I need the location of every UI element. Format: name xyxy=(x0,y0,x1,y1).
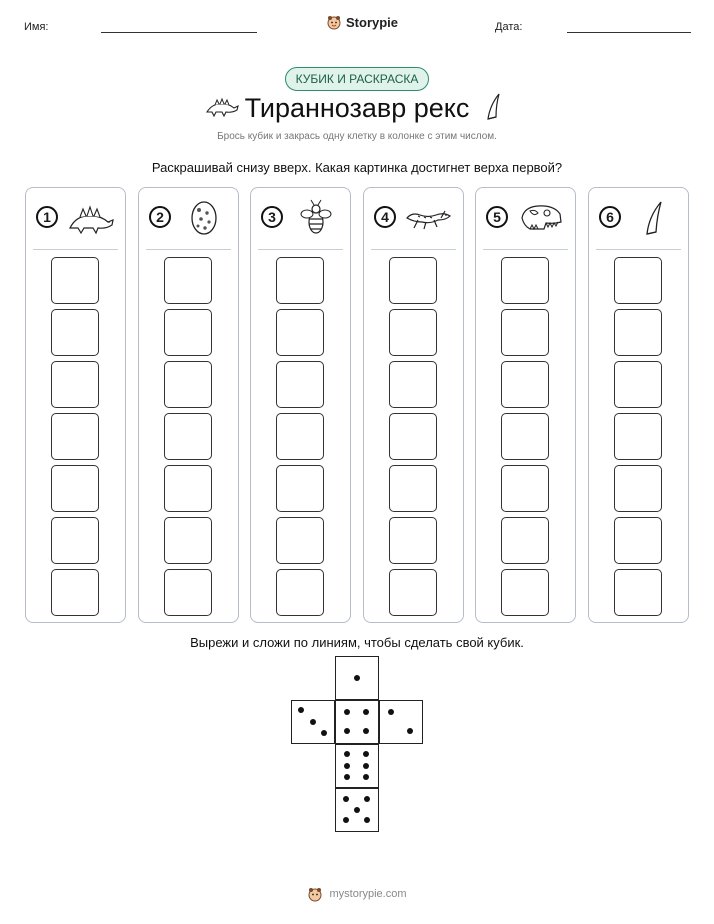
color-box[interactable] xyxy=(276,413,324,460)
column-divider xyxy=(258,249,343,250)
dice-pip xyxy=(363,709,369,715)
dice-pip xyxy=(363,763,369,769)
color-box[interactable] xyxy=(51,257,99,304)
column-header xyxy=(26,198,125,242)
color-box[interactable] xyxy=(389,517,437,564)
dice-face-2 xyxy=(379,700,423,744)
column-divider xyxy=(371,249,456,250)
color-box[interactable] xyxy=(389,309,437,356)
column-number: 6 xyxy=(599,206,621,228)
stegosaurus-icon xyxy=(66,198,116,238)
color-box[interactable] xyxy=(501,517,549,564)
trex-skull-icon xyxy=(516,198,566,238)
color-box[interactable] xyxy=(276,465,324,512)
column-header xyxy=(364,198,463,242)
storypie-footer-logo-icon xyxy=(307,886,323,902)
column-1 xyxy=(25,187,126,623)
name-line[interactable] xyxy=(101,32,257,33)
column-number: 3 xyxy=(261,206,283,228)
color-box[interactable] xyxy=(501,309,549,356)
dice-pip xyxy=(364,817,370,823)
color-box[interactable] xyxy=(51,413,99,460)
dice-face-3 xyxy=(291,700,335,744)
color-box[interactable] xyxy=(501,413,549,460)
color-box[interactable] xyxy=(51,465,99,512)
column-number: 5 xyxy=(486,206,508,228)
dice-face-6 xyxy=(335,744,379,788)
dice-pip xyxy=(364,796,370,802)
dice-pip xyxy=(363,728,369,734)
activity-tag: КУБИК И РАСКРАСКА xyxy=(285,67,429,91)
color-box[interactable] xyxy=(501,569,549,616)
column-3 xyxy=(250,187,351,623)
dice-pip xyxy=(344,709,350,715)
storypie-logo-icon xyxy=(326,14,342,30)
column-6 xyxy=(588,187,689,623)
color-box[interactable] xyxy=(164,309,212,356)
column-header xyxy=(476,198,575,242)
dice-face-1 xyxy=(335,656,379,700)
footer xyxy=(0,886,714,902)
color-box[interactable] xyxy=(164,413,212,460)
color-box[interactable] xyxy=(501,465,549,512)
color-box[interactable] xyxy=(389,257,437,304)
dice-pip xyxy=(298,707,304,713)
color-box[interactable] xyxy=(614,413,662,460)
dinosaur-egg-icon xyxy=(179,198,229,238)
brand-logo xyxy=(326,14,398,30)
color-box[interactable] xyxy=(614,465,662,512)
color-box[interactable] xyxy=(276,569,324,616)
subtitle: Брось кубик и закрась одну клетку в колонке с этим числом. xyxy=(217,131,497,142)
column-2 xyxy=(138,187,239,623)
dice-pip xyxy=(363,774,369,780)
dice-pip xyxy=(343,796,349,802)
bee-icon xyxy=(291,198,341,238)
column-5 xyxy=(475,187,576,623)
color-box[interactable] xyxy=(276,361,324,408)
column-number: 1 xyxy=(36,206,58,228)
color-box[interactable] xyxy=(164,517,212,564)
color-box[interactable] xyxy=(276,309,324,356)
column-number: 4 xyxy=(374,206,396,228)
color-box[interactable] xyxy=(614,309,662,356)
column-divider xyxy=(483,249,568,250)
dice-pip xyxy=(344,763,350,769)
color-box[interactable] xyxy=(389,465,437,512)
color-box[interactable] xyxy=(614,517,662,564)
date-label: Дата: xyxy=(495,21,523,33)
color-box[interactable] xyxy=(614,257,662,304)
color-box[interactable] xyxy=(276,257,324,304)
color-box[interactable] xyxy=(164,465,212,512)
column-number: 2 xyxy=(149,206,171,228)
color-box[interactable] xyxy=(51,569,99,616)
column-4 xyxy=(363,187,464,623)
dice-pip xyxy=(321,730,327,736)
color-box[interactable] xyxy=(51,517,99,564)
name-label: Имя: xyxy=(24,21,49,33)
cube-instruction: Вырежи и сложи по линиям, чтобы сделать свой кубик. xyxy=(190,635,524,650)
date-line[interactable] xyxy=(567,32,691,33)
color-box[interactable] xyxy=(614,361,662,408)
color-box[interactable] xyxy=(164,361,212,408)
dice-face-5 xyxy=(335,788,379,832)
color-box[interactable] xyxy=(614,569,662,616)
color-box[interactable] xyxy=(276,517,324,564)
column-header xyxy=(139,198,238,242)
color-box[interactable] xyxy=(501,361,549,408)
dice-pip xyxy=(344,774,350,780)
color-box[interactable] xyxy=(389,413,437,460)
dice-face-4 xyxy=(335,700,379,744)
claw-title-icon xyxy=(484,91,504,126)
color-box[interactable] xyxy=(389,361,437,408)
dice-pip xyxy=(344,728,350,734)
dice-pip xyxy=(344,751,350,757)
dice-pip xyxy=(363,751,369,757)
dice-pip xyxy=(354,807,360,813)
brand-name: Storypie xyxy=(346,14,399,30)
claw-icon xyxy=(629,198,679,238)
color-box[interactable] xyxy=(389,569,437,616)
column-divider xyxy=(596,249,681,250)
color-box[interactable] xyxy=(51,309,99,356)
color-box[interactable] xyxy=(164,569,212,616)
dice-pip xyxy=(407,728,413,734)
lizard-icon xyxy=(404,198,454,238)
column-divider xyxy=(33,249,118,250)
footer-url[interactable]: mystorypie.com xyxy=(329,888,407,900)
column-divider xyxy=(146,249,231,250)
page-title: Тираннозавр рекс xyxy=(244,93,470,123)
dice-pip xyxy=(388,709,394,715)
dice-pip xyxy=(354,675,360,681)
dice-pip xyxy=(310,719,316,725)
dice-pip xyxy=(343,817,349,823)
column-header xyxy=(251,198,350,242)
instruction: Раскрашивай снизу вверх. Какая картинка достигнет верха первой? xyxy=(151,160,563,175)
color-box[interactable] xyxy=(501,257,549,304)
column-header xyxy=(589,198,688,242)
color-box[interactable] xyxy=(51,361,99,408)
color-box[interactable] xyxy=(164,257,212,304)
